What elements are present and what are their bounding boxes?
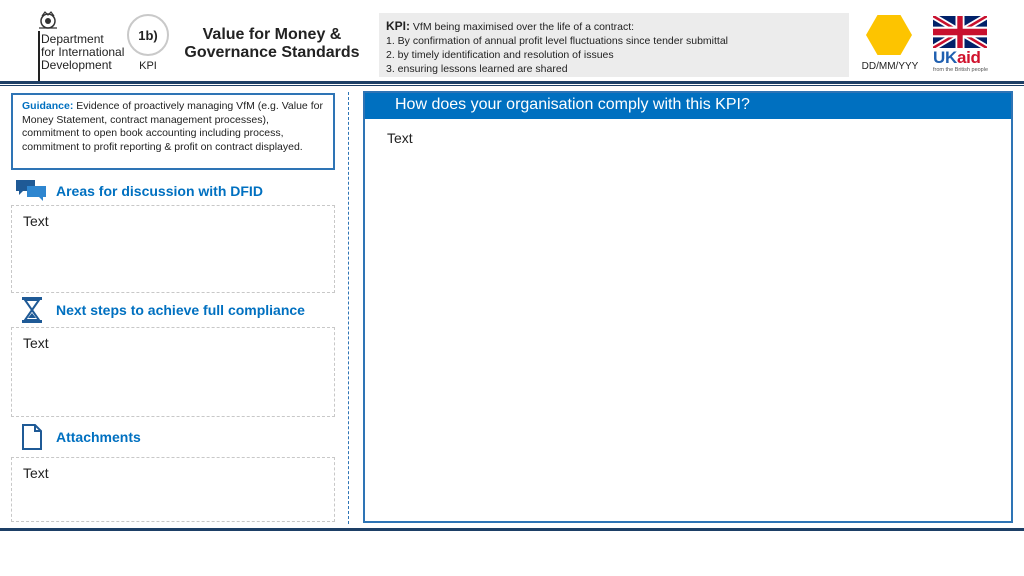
ukaid-subtitle: from the British people bbox=[933, 67, 989, 73]
royal-crest-icon bbox=[36, 10, 60, 32]
ukaid-uk: UK bbox=[933, 48, 957, 67]
discussion-title: Areas for discussion with DFID bbox=[56, 183, 263, 199]
kpi-number-badge: 1b) bbox=[127, 14, 169, 56]
guidance-label: Guidance: bbox=[22, 100, 74, 112]
kpi-description-box bbox=[379, 13, 849, 77]
attachments-textbox[interactable]: Text bbox=[11, 457, 335, 522]
kpi-point-3: 3. ensuring lessons learned are shared bbox=[386, 63, 568, 75]
attachments-heading bbox=[12, 423, 141, 451]
discussion-textbox[interactable]: Text bbox=[11, 205, 335, 293]
ukaid-aid: aid bbox=[956, 48, 981, 67]
logo-line-2: for International bbox=[41, 45, 125, 59]
next-steps-textbox[interactable]: Text bbox=[11, 327, 335, 417]
logo-line-3: Development bbox=[41, 58, 112, 72]
speech-bubbles-icon bbox=[15, 178, 49, 204]
column-divider bbox=[348, 92, 349, 524]
dfid-logo bbox=[36, 10, 136, 74]
guidance-box bbox=[11, 93, 335, 170]
kpi-point-2: 2. by timely identification and resolution of issues bbox=[386, 49, 614, 61]
status-hexagon-icon bbox=[866, 15, 912, 55]
page-title: Value for Money & Governance Standards bbox=[184, 26, 360, 61]
next-steps-heading bbox=[12, 296, 305, 324]
next-steps-title: Next steps to achieve full compliance bbox=[56, 302, 305, 318]
header-divider-thin bbox=[0, 85, 1024, 86]
kpi-label: KPI bbox=[139, 60, 157, 72]
document-icon bbox=[21, 424, 43, 450]
discussion-heading bbox=[12, 177, 263, 205]
union-flag-icon bbox=[933, 16, 987, 48]
attachments-title: Attachments bbox=[56, 429, 141, 445]
guidance-text: Evidence of proactively managing VfM (e.g. Value for Money Statement, contract management processes), commitment to open book accounting including process, commitment to profit reporting & profit on contract displayed. bbox=[22, 100, 323, 153]
date-field[interactable]: DD/MM/YYY bbox=[861, 61, 919, 72]
ukaid-logo bbox=[933, 16, 989, 76]
compliance-question: How does your organisation comply with this KPI? bbox=[365, 93, 1011, 119]
logo-line-1: Department bbox=[41, 32, 104, 46]
header-divider bbox=[0, 81, 1024, 84]
kpi-box-description: VfM being maximised over the life of a contract: bbox=[412, 21, 635, 33]
compliance-panel bbox=[363, 91, 1013, 523]
hourglass-icon bbox=[21, 296, 43, 324]
kpi-point-1: 1. By confirmation of annual profit level fluctuations since tender submittal bbox=[386, 35, 729, 47]
footer-divider bbox=[0, 528, 1024, 531]
compliance-textbox[interactable]: Text bbox=[387, 130, 413, 146]
kpi-box-label: KPI: bbox=[386, 19, 410, 33]
